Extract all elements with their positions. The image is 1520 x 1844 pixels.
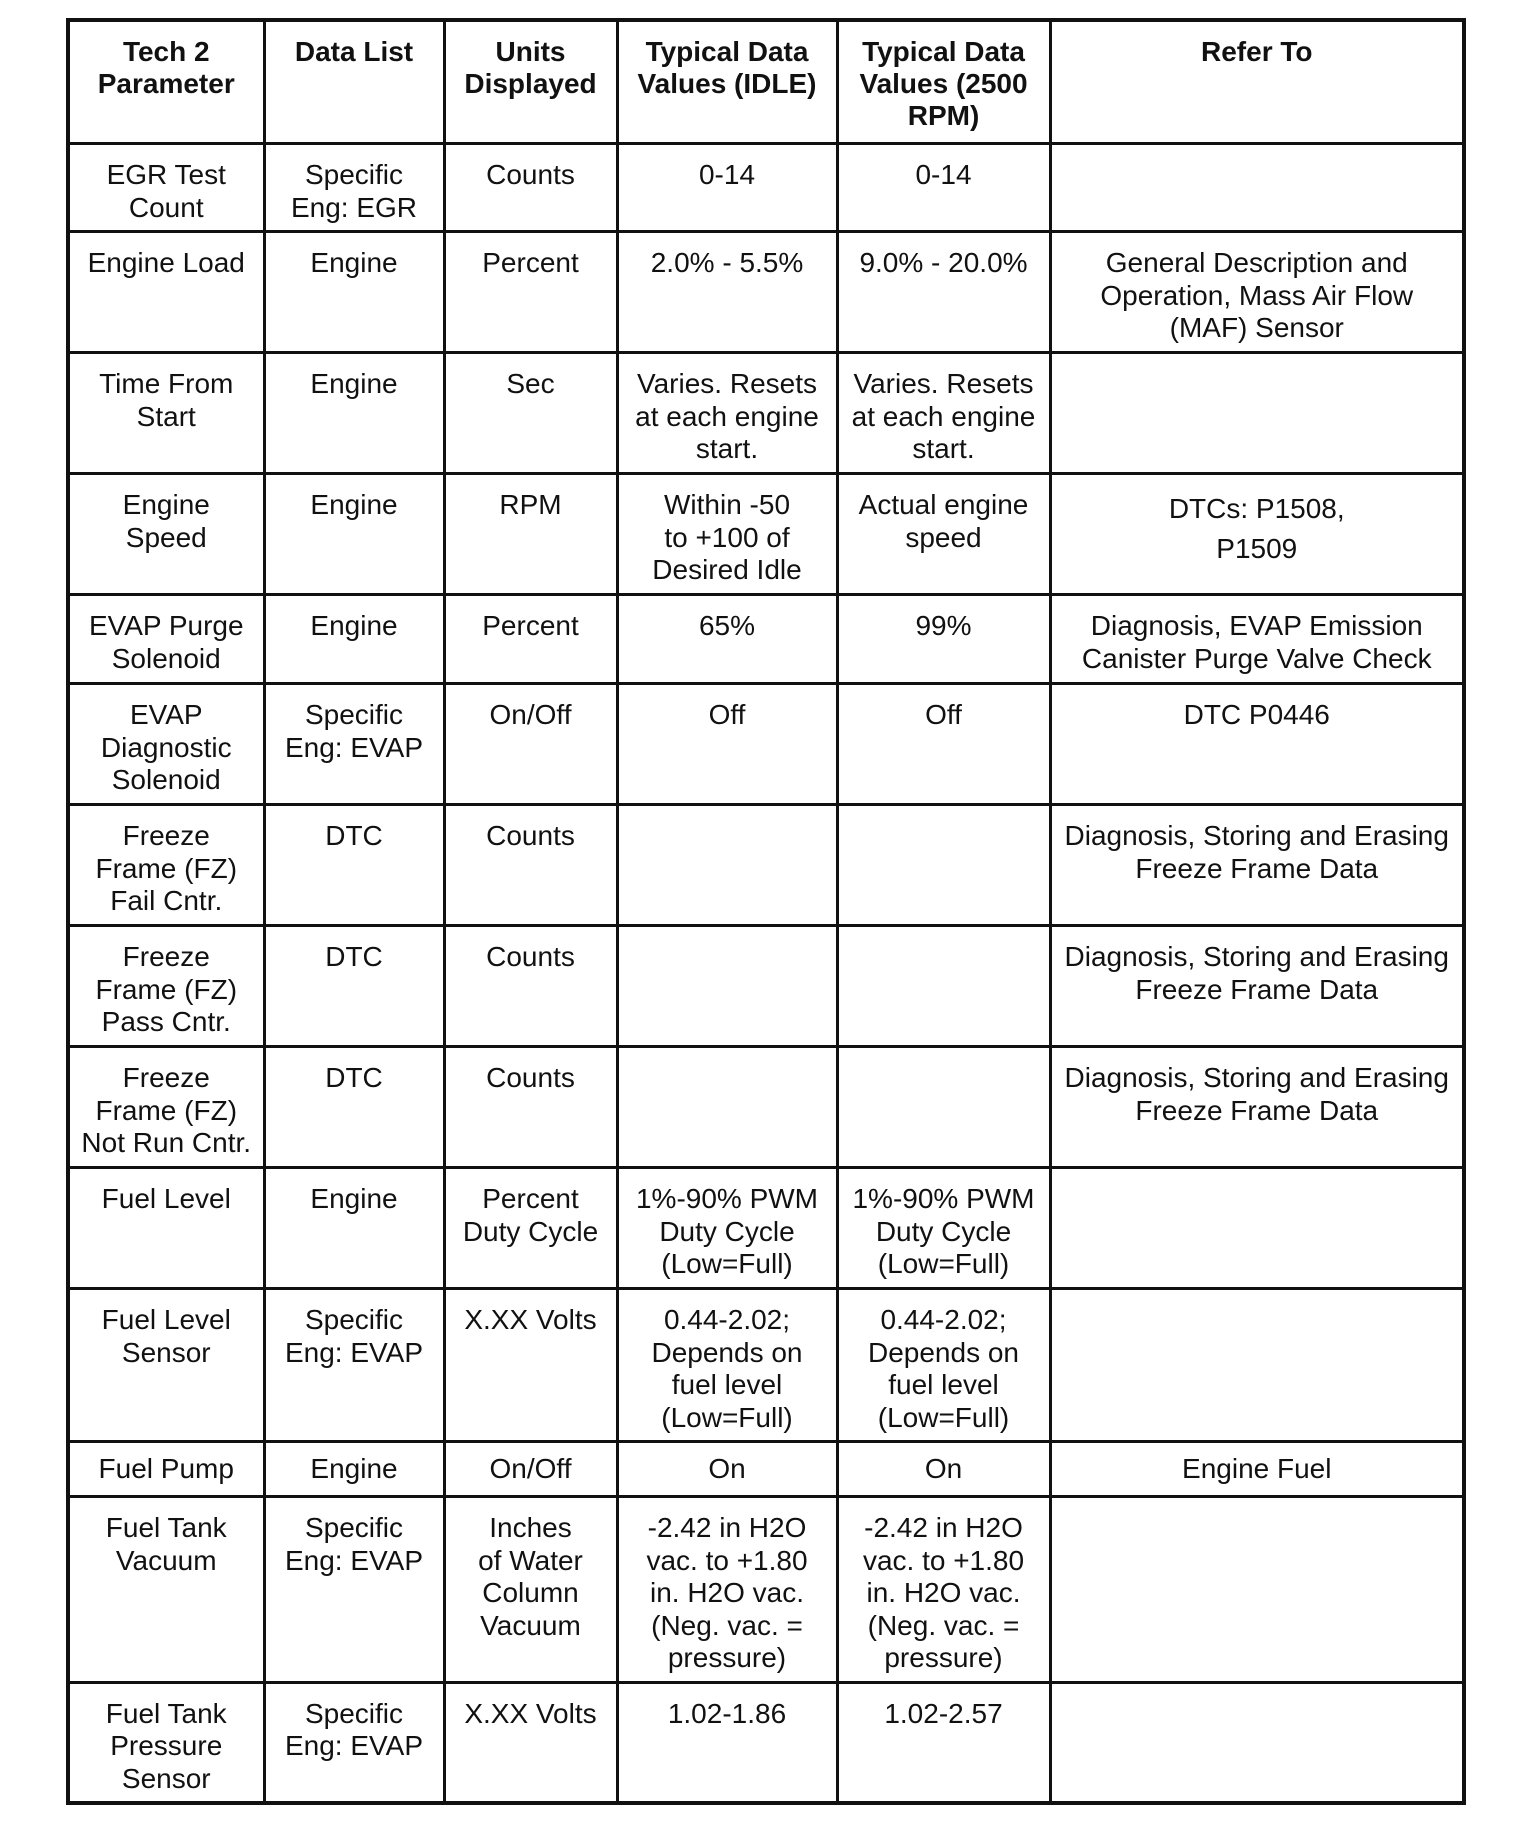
table-row [68, 144, 1464, 232]
cell-refer-to: Diagnosis, Storing and Erasing Freeze Frame Data [1050, 926, 1464, 1047]
cell-data-list: DTC [264, 1047, 444, 1168]
cell-idle-value: 1%-90% PWM Duty Cycle (Low=Full) [617, 1168, 837, 1289]
cell-idle-value: 1.02-1.86 [617, 1682, 837, 1803]
cell-parameter: EGR Test Count [68, 144, 264, 232]
cell-parameter: Freeze Frame (FZ) Pass Cntr. [68, 926, 264, 1047]
cell-data-list: Engine [264, 474, 444, 595]
cell-refer-to [1050, 144, 1464, 232]
cell-2500rpm-value: 9.0% - 20.0% [837, 232, 1050, 353]
cell-units: Percent [444, 232, 617, 353]
header-tech2-parameter: Tech 2 Parameter [68, 20, 264, 144]
cell-refer-to: General Description and Operation, Mass Air Flow (MAF) Sensor [1050, 232, 1464, 353]
cell-data-list: Engine [264, 1168, 444, 1289]
cell-data-list: Specific Eng: EVAP [264, 1682, 444, 1803]
cell-units: Percent [444, 595, 617, 684]
cell-2500rpm-value: -2.42 in H2O vac. to +1.80 in. H2O vac. (Neg. vac. = pressure) [837, 1497, 1050, 1683]
table-row [68, 232, 1464, 353]
cell-idle-value: 0-14 [617, 144, 837, 232]
cell-data-list: Specific Eng: EVAP [264, 684, 444, 805]
header-row [68, 20, 1464, 144]
table-row [68, 805, 1464, 926]
tech2-data-table [66, 18, 1466, 1805]
cell-units: Counts [444, 144, 617, 232]
cell-2500rpm-value: Varies. Resets at each engine start. [837, 353, 1050, 474]
cell-2500rpm-value: Actual engine speed [837, 474, 1050, 595]
cell-data-list: Engine [264, 353, 444, 474]
cell-parameter: Freeze Frame (FZ) Not Run Cntr. [68, 1047, 264, 1168]
cell-refer-to [1050, 353, 1464, 474]
cell-refer-to [1050, 1682, 1464, 1803]
table-row [68, 595, 1464, 684]
cell-refer-to: Engine Fuel [1050, 1442, 1464, 1497]
cell-idle-value: Off [617, 684, 837, 805]
cell-data-list: Engine [264, 595, 444, 684]
cell-refer-to: Diagnosis, EVAP Emission Canister Purge Valve Check [1050, 595, 1464, 684]
cell-data-list: DTC [264, 805, 444, 926]
table-row [68, 1442, 1464, 1497]
table-row [68, 1289, 1464, 1442]
cell-parameter: EVAP Purge Solenoid [68, 595, 264, 684]
cell-2500rpm-value: On [837, 1442, 1050, 1497]
cell-refer-to: DTCs: P1508, P1509 [1050, 474, 1464, 595]
cell-data-list: Specific Eng: EVAP [264, 1289, 444, 1442]
table-row [68, 1168, 1464, 1289]
cell-units: Counts [444, 805, 617, 926]
cell-parameter: Fuel Pump [68, 1442, 264, 1497]
cell-idle-value [617, 805, 837, 926]
cell-2500rpm-value: Off [837, 684, 1050, 805]
cell-units: Sec [444, 353, 617, 474]
cell-data-list: Engine [264, 232, 444, 353]
cell-refer-to: DTC P0446 [1050, 684, 1464, 805]
table-row [68, 1047, 1464, 1168]
cell-refer-to [1050, 1497, 1464, 1683]
cell-units: On/Off [444, 684, 617, 805]
cell-parameter: Fuel Level [68, 1168, 264, 1289]
table-row [68, 353, 1464, 474]
cell-idle-value: 65% [617, 595, 837, 684]
header-units-displayed: Units Displayed [444, 20, 617, 144]
cell-2500rpm-value [837, 926, 1050, 1047]
cell-units: Counts [444, 926, 617, 1047]
cell-refer-to: Diagnosis, Storing and Erasing Freeze Frame Data [1050, 1047, 1464, 1168]
header-data-list: Data List [264, 20, 444, 144]
cell-2500rpm-value [837, 1047, 1050, 1168]
cell-parameter: Fuel Tank Vacuum [68, 1497, 264, 1683]
table-row [68, 926, 1464, 1047]
cell-idle-value: 2.0% - 5.5% [617, 232, 837, 353]
cell-data-list: DTC [264, 926, 444, 1047]
cell-2500rpm-value: 1%-90% PWM Duty Cycle (Low=Full) [837, 1168, 1050, 1289]
cell-2500rpm-value [837, 805, 1050, 926]
cell-refer-to [1050, 1168, 1464, 1289]
cell-parameter: Engine Load [68, 232, 264, 353]
cell-2500rpm-value: 1.02-2.57 [837, 1682, 1050, 1803]
cell-units: RPM [444, 474, 617, 595]
header-refer-to: Refer To [1050, 20, 1464, 144]
cell-parameter: Fuel Tank Pressure Sensor [68, 1682, 264, 1803]
cell-data-list: Specific Eng: EVAP [264, 1497, 444, 1683]
cell-units: Inches of Water Column Vacuum [444, 1497, 617, 1683]
cell-refer-to: Diagnosis, Storing and Erasing Freeze Frame Data [1050, 805, 1464, 926]
cell-parameter: EVAP Diagnostic Solenoid [68, 684, 264, 805]
header-typical-idle: Typical Data Values (IDLE) [617, 20, 837, 144]
cell-units: X.XX Volts [444, 1289, 617, 1442]
cell-data-list: Specific Eng: EGR [264, 144, 444, 232]
table-row [68, 1682, 1464, 1803]
table-row [68, 474, 1464, 595]
table-row [68, 1497, 1464, 1683]
cell-idle-value: 0.44-2.02; Depends on fuel level (Low=Full) [617, 1289, 837, 1442]
cell-parameter: Freeze Frame (FZ) Fail Cntr. [68, 805, 264, 926]
cell-refer-to [1050, 1289, 1464, 1442]
cell-units: Percent Duty Cycle [444, 1168, 617, 1289]
cell-units: On/Off [444, 1442, 617, 1497]
cell-2500rpm-value: 99% [837, 595, 1050, 684]
cell-parameter: Fuel Level Sensor [68, 1289, 264, 1442]
cell-2500rpm-value: 0-14 [837, 144, 1050, 232]
cell-idle-value: Varies. Resets at each engine start. [617, 353, 837, 474]
cell-data-list: Engine [264, 1442, 444, 1497]
cell-parameter: Time From Start [68, 353, 264, 474]
table-row [68, 684, 1464, 805]
cell-2500rpm-value: 0.44-2.02; Depends on fuel level (Low=Full) [837, 1289, 1050, 1442]
cell-idle-value [617, 926, 837, 1047]
cell-idle-value: Within -50 to +100 of Desired Idle [617, 474, 837, 595]
cell-idle-value: On [617, 1442, 837, 1497]
header-typical-2500rpm: Typical Data Values (2500 RPM) [837, 20, 1050, 144]
cell-units: Counts [444, 1047, 617, 1168]
cell-parameter: Engine Speed [68, 474, 264, 595]
cell-idle-value: -2.42 in H2O vac. to +1.80 in. H2O vac. (Neg. vac. = pressure) [617, 1497, 837, 1683]
cell-idle-value [617, 1047, 837, 1168]
cell-units: X.XX Volts [444, 1682, 617, 1803]
